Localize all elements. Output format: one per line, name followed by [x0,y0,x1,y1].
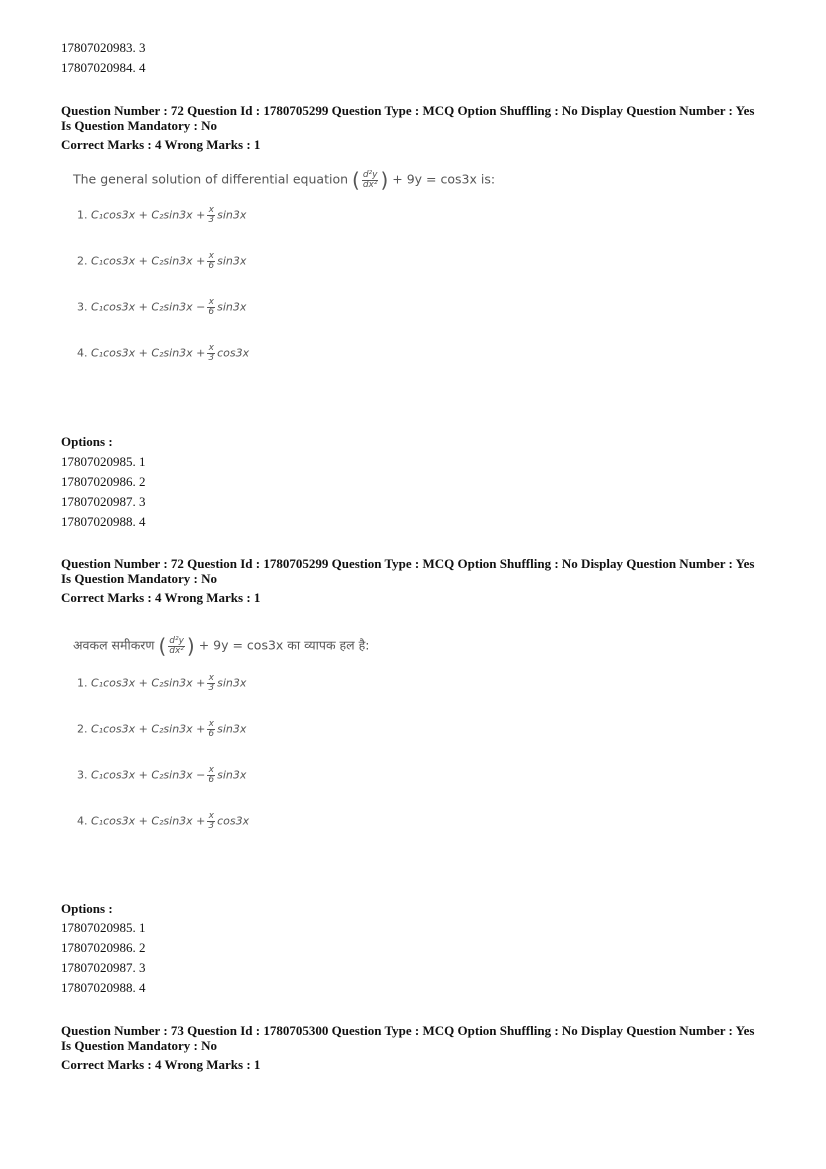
question-header: Question Number : 72 Question Id : 1780705299 Question Type : MCQ Option Shuffling : No Display Question Number : Yes [61,556,755,571]
question-mandatory: Is Question Mandatory : No [61,571,218,586]
option-line: 17807020987. 3 [61,960,146,975]
choice-item: 1. C₁cos3x + C₂sin3x + $\frac{x}{3}$ sin3x [77,205,247,225]
choice-item: 2. C₁cos3x + C₂sin3x + $\frac{x}{6}$ sin3x [77,719,247,739]
option-line: 17807020985. 1 [61,920,146,935]
question-marks: Correct Marks : 4 Wrong Marks : 1 [61,590,261,605]
question-mandatory: Is Question Mandatory : No [61,118,218,133]
choice-item: 4. C₁cos3x + C₂sin3x + $\frac{x}{3}$ cos3x [77,811,250,831]
option-line: 17807020986. 2 [61,474,146,489]
option-line: 17807020985. 1 [61,454,146,469]
choice-item: 1. C₁cos3x + C₂sin3x + $\frac{x}{3}$ sin3x [77,673,247,693]
question-marks: Correct Marks : 4 Wrong Marks : 1 [61,137,261,152]
option-line: 17807020986. 2 [61,940,146,955]
question-stem: The general solution of differential equation ( $\frac{\text{d²y}}{\text{dx²}}$ ) + 9y = cos3x is: [73,168,496,192]
options-label: Options : [61,901,113,916]
option-line: 17807020984. 4 [61,60,146,75]
question-marks: Correct Marks : 4 Wrong Marks : 1 [61,1057,261,1072]
option-line: 17807020988. 4 [61,980,146,995]
question-header: Question Number : 73 Question Id : 1780705300 Question Type : MCQ Option Shuffling : No Display Question Number : Yes [61,1023,755,1038]
question-stem: अवकल समीकरण ( $\frac{\text{d²y}}{\text{dx²}}$ ) + 9y = cos3x का व्यापक हल है: [73,634,370,658]
choice-item: 3. C₁cos3x + C₂sin3x − $\frac{x}{6}$ sin3x [77,297,247,317]
choice-item: 2. C₁cos3x + C₂sin3x + $\frac{x}{6}$ sin3x [77,251,247,271]
option-line: 17807020988. 4 [61,514,146,529]
choice-item: 3. C₁cos3x + C₂sin3x − $\frac{x}{6}$ sin3x [77,765,247,785]
choice-item: 4. C₁cos3x + C₂sin3x + $\frac{x}{3}$ cos3x [77,343,250,363]
options-label: Options : [61,434,113,449]
option-line: 17807020983. 3 [61,40,146,55]
option-line: 17807020987. 3 [61,494,146,509]
question-mandatory: Is Question Mandatory : No [61,1038,218,1053]
question-header: Question Number : 72 Question Id : 1780705299 Question Type : MCQ Option Shuffling : No Display Question Number : Yes [61,103,755,118]
